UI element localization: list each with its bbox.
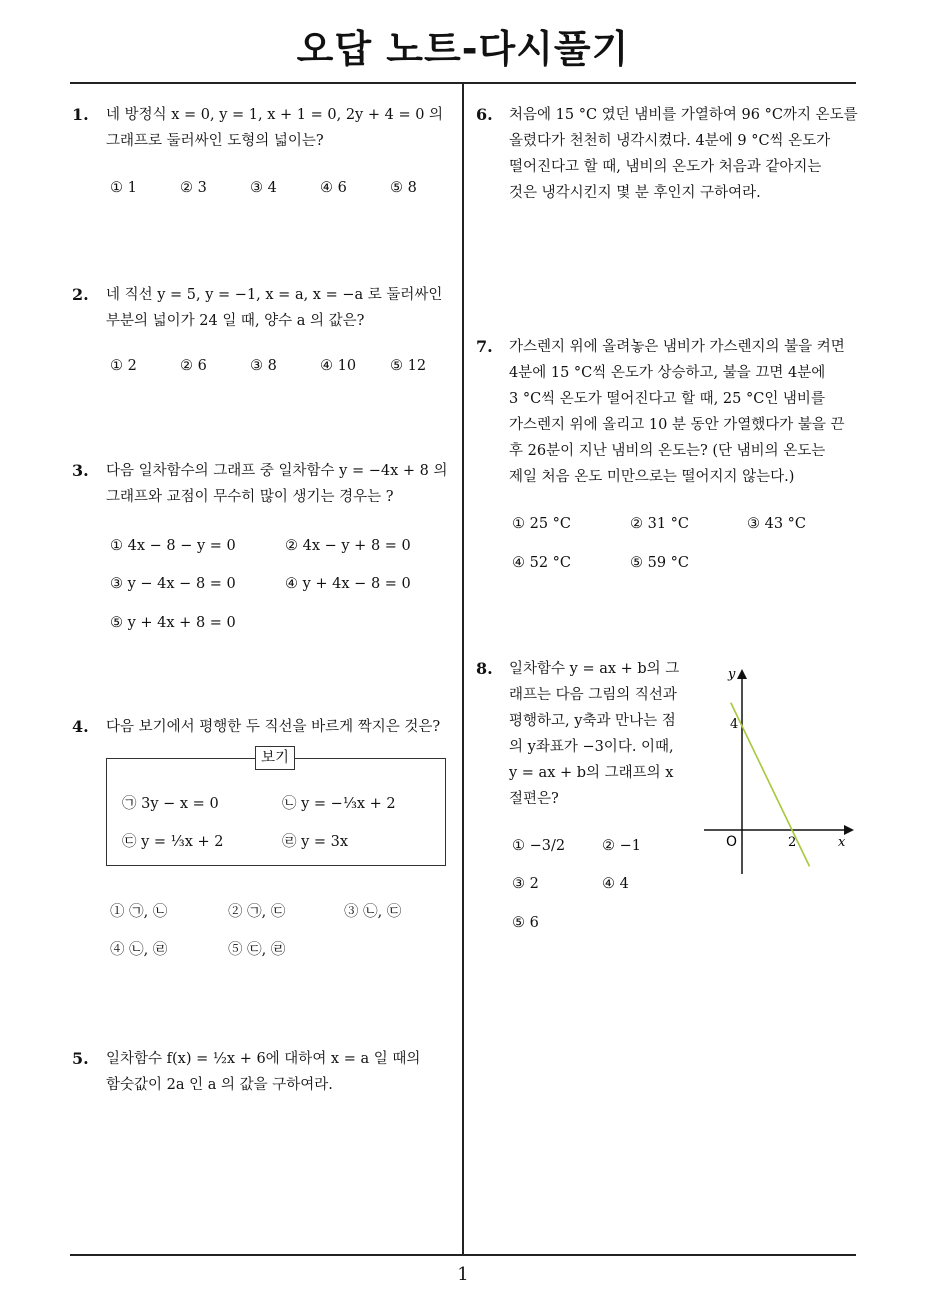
question-text: 가스렌지 위에 올려놓은 냄비가 가스렌지의 불을 켜면 4분에 15 °C씩 온도가 상승하고, 불을 끄면 4분에 3 °C씩 온도가 떨어진다고 할 때, 25 °C인 냄비를 가스렌지 위에 올리고 10 분 동안 가열했다가 불을 끈 후 26분이 지난 냄비의 온도는? (단 냄비의 온도는 제일 처음 온도 미만으로는 떨어지지 않는다.) <box>509 339 845 485</box>
option[interactable]: ③ ㉡, ㉢ <box>344 904 402 920</box>
y-intercept-label: 4 <box>730 717 739 732</box>
option[interactable]: ④ 4 <box>602 876 629 892</box>
option[interactable]: ① 4x − 8 − y = 0 <box>110 538 236 554</box>
question-number: 8. <box>476 659 493 678</box>
page-number: 1 <box>457 1264 469 1285</box>
option[interactable]: ③ y − 4x − 8 = 0 <box>110 576 236 592</box>
question-text: 다음 일차함수의 그래프 중 일차함수 y = −4x + 8 의 그래프와 교점이 무수히 많이 생기는 경우는 ? <box>106 463 448 505</box>
y-axis-arrow-icon <box>737 669 747 679</box>
question-number: 5. <box>72 1049 89 1068</box>
line-graph <box>700 660 860 880</box>
question-number: 3. <box>72 461 89 480</box>
bogi-item: ㉡ y = −⅓x + 2 <box>282 796 396 812</box>
option[interactable]: ④ 6 <box>320 180 347 196</box>
question-text: 네 직선 y = 5, y = −1, x = a, x = −a 로 둘러싸인 부분의 넓이가 24 일 때, 양수 a 의 값은? <box>106 287 443 329</box>
question-number: 1. <box>72 105 89 124</box>
option[interactable]: ④ ㉡, ㉣ <box>110 942 168 958</box>
x-axis-label: x <box>838 835 846 850</box>
option[interactable]: ② 4x − y + 8 = 0 <box>285 538 411 554</box>
question-text: 네 방정식 x = 0, y = 1, x + 1 = 0, 2y + 4 = 0 의 그래프로 둘러싸인 도형의 넓이는? <box>106 107 444 149</box>
bogi-item: ㉣ y = 3x <box>282 834 349 850</box>
option[interactable]: ④ y + 4x − 8 = 0 <box>285 576 411 592</box>
bottom-rule <box>70 1254 856 1256</box>
option[interactable]: ④ 52 °C <box>512 555 572 571</box>
question-number: 6. <box>476 105 493 124</box>
option[interactable]: ③ 43 °C <box>747 516 807 532</box>
option[interactable]: ⑤ 8 <box>390 180 417 196</box>
option[interactable]: ⑤ 12 <box>390 358 427 374</box>
x-intercept-label: 2 <box>788 835 797 850</box>
bogi-item: ㉠ 3y − x = 0 <box>122 796 219 812</box>
question-text: 일차함수 y = ax + b의 그 래프는 다음 그림의 직선과 평행하고, y축과 만나는 점 의 y좌표가 −3이다. 이때, y = ax + b의 그래프의 x 절편은? <box>509 661 680 807</box>
option[interactable]: ② 31 °C <box>630 516 690 532</box>
origin-label: O <box>726 834 738 850</box>
option[interactable]: ⑤ 59 °C <box>630 555 690 571</box>
option[interactable]: ⑤ ㉢, ㉣ <box>228 942 286 958</box>
bogi-item: ㉢ y = ⅓x + 2 <box>122 834 224 850</box>
column-divider <box>462 83 464 1255</box>
page-title: 오답 노트-다시풀기 <box>296 27 630 71</box>
option[interactable]: ② −1 <box>602 838 641 854</box>
option[interactable]: ① 2 <box>110 358 137 374</box>
question-number: 2. <box>72 285 89 304</box>
y-axis-label: y <box>728 667 736 682</box>
option[interactable]: ① ㉠, ㉡ <box>110 904 168 920</box>
option[interactable]: ② ㉠, ㉢ <box>228 904 286 920</box>
option[interactable]: ① −3/2 <box>512 838 566 854</box>
question-text: 일차함수 f(x) = ½x + 6에 대하여 x = a 일 때의 함숫값이 2a 인 a 의 값을 구하여라. <box>106 1051 421 1093</box>
option[interactable]: ③ 4 <box>250 180 277 196</box>
option[interactable]: ① 1 <box>110 180 137 196</box>
option[interactable]: ⑤ y + 4x + 8 = 0 <box>110 615 236 631</box>
option[interactable]: ③ 2 <box>512 876 539 892</box>
question-text: 처음에 15 °C 였던 냄비를 가열하여 96 °C까지 온도를 올렸다가 천천히 냉각시켰다. 4분에 9 °C씩 온도가 떨어진다고 할 때, 냄비의 온도가 처음과 같아지는 것은 냉각시킨지 몇 분 후인지 구하여라. <box>509 107 858 201</box>
option[interactable]: ⑤ 6 <box>512 915 539 931</box>
option[interactable]: ② 3 <box>180 180 207 196</box>
option[interactable]: ④ 10 <box>320 358 357 374</box>
bogi-label: 보기 <box>255 746 295 770</box>
question-text: 다음 보기에서 평행한 두 직선을 바르게 짝지은 것은? <box>106 719 441 735</box>
x-axis-arrow-icon <box>844 825 854 835</box>
option[interactable]: ③ 8 <box>250 358 277 374</box>
question-number: 7. <box>476 337 493 356</box>
option[interactable]: ② 6 <box>180 358 207 374</box>
option[interactable]: ① 25 °C <box>512 516 572 532</box>
question-number: 4. <box>72 717 89 736</box>
